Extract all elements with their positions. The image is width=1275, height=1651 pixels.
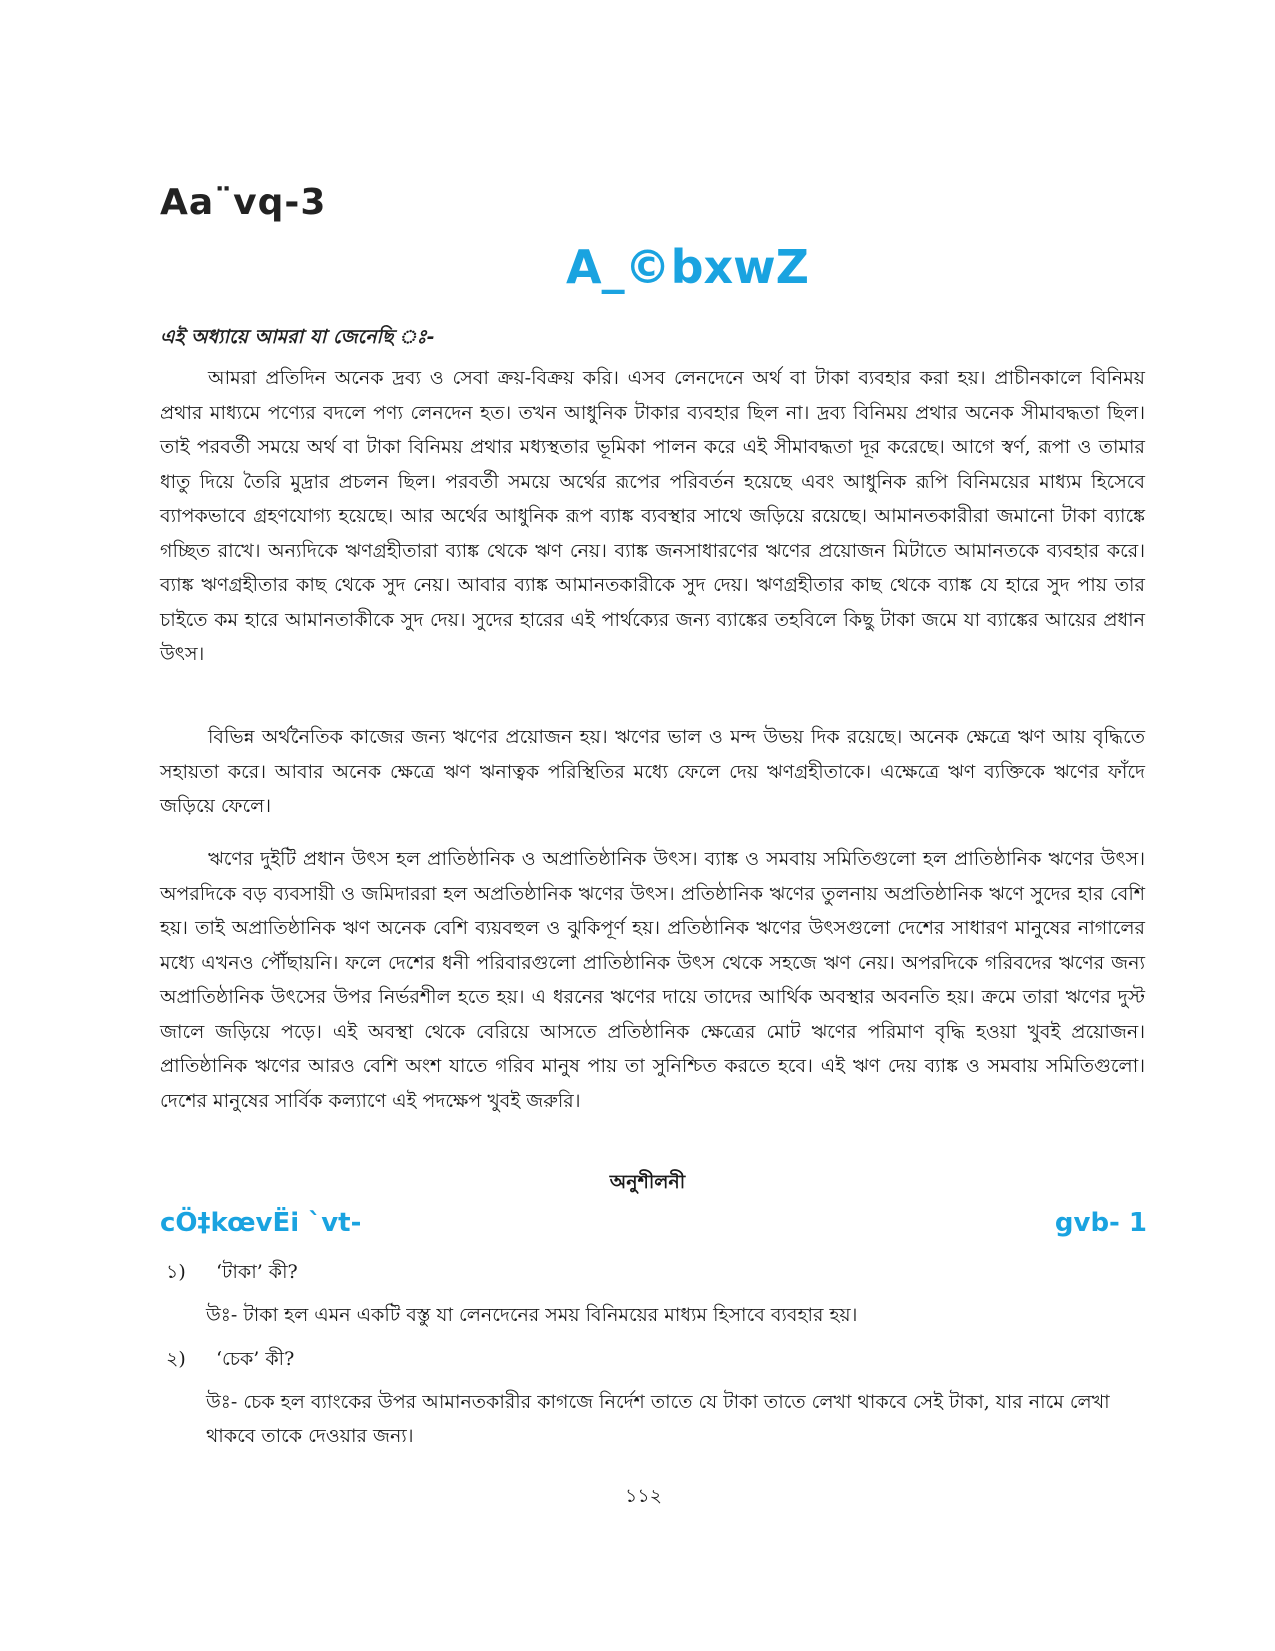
question-1 [166, 1255, 298, 1289]
paragraph-credit-sources: ঋণের দুইটি প্রধান উৎস হল প্রাতিষ্ঠানিক ও অপ্রাতিষ্ঠানিক উৎস। ব্যাঙ্ক ও সমবায় সমিতিগুলো হল প্রাতিষ্ঠানিক ঋণের উৎস। অপরদিকে বড় ব্যবসায়ী ও জমিদাররা হল অপ্রতিষ্ঠানিক ঋণের উৎস। প্রতিষ্ঠানিক ঋণের তুলনায় অপ্রতিষ্ঠানিক ঋণে সুদের হার বেশি হয়। তাই অপ্রাতিষ্ঠানিক ঋণ অনেক বেশি ব্যয়বহুল ও ঝুকিপূর্ণ হয়। প্রতিষ্ঠানিক ঋণের উৎসগুলো দেশের সাধারণ মানুষের নাগালের মধ্যে এখনও পৌঁছায়নি। ফলে দেশের ধনী পরিবারগুলো প্রাতিষ্ঠানিক উৎস থেকে সহজে ঋণ নেয়। অপরদিকে গরিবদের ঋণের জন্য অপ্রাতিষ্ঠানিক উৎসের উপর নির্ভরশীল হতে হয়। এ ধরনের ঋণের দায়ে তাদের আর্থিক অবস্থার অবনতি হয়। ক্রমে তারা ঋণের দুস্ট জালে জড়িয়ে পড়ে। এই অবস্থা থেকে বেরিয়ে আসতে প্রতিষ্ঠানিক ক্ষেত্রের মোট ঋণের পরিমাণ বৃদ্ধি হওয়া খুবই প্রয়োজন। প্রাতিষ্ঠানিক ঋণের আরও বেশি অংশ যাতে গরিব মানুষ পায় তা সুনিশ্চিত করতে হবে। এই ঋণ দেয় ব্যাঙ্ক ও সমবায় সমিতিগুলো। দেশের মানুষের সার্বিক কল্যাণে এই পদক্ষেপ খুবই জরুরি। [160, 848, 1145, 1112]
paragraph-money-banking: আমরা প্রতিদিন অনেক দ্রব্য ও সেবা ক্রয়-বিক্রয় করি। এসব লেনদেনে অর্থ বা টাকা ব্যবহার করা হয়। প্রাচীনকালে বিনিময় প্রথার মাধ্যমে পণ্যের বদলে পণ্য লেনদেন হত। তখন আধুনিক টাকার ব্যবহার ছিল না। দ্রব্য বিনিময় প্রথার অনেক সীমাবদ্ধতা ছিল। তাই পরবর্তী সময়ে অর্থ বা টাকা বিনিময় প্রথার মধ্যস্থতার ভূমিকা পালন করে এই সীমাবদ্ধতা দূর করেছে। আগে স্বর্ণ, রূপা ও তামার ধাতু দিয়ে তৈরি মুদ্রার প্রচলন ছিল। পরবর্তী সময়ে অর্থের রূপের পরিবর্তন হয়েছে এবং আধুনিক রূপি বিনিময়ের মাধ্যম হিসেবে ব্যাপকভাবে গ্রহণযোগ্য হয়েছে। আর অর্থের আধুনিক রূপ ব্যাঙ্ক ব্যবস্থার সাথে জড়িয়ে রয়েছে। আমানতকারীরা জমানো টাকা ব্যাঙ্কে গচ্ছিত রাখে। অন্যদিকে ঋণগ্রহীতারা ব্যাঙ্ক থেকে ঋণ নেয়। ব্যাঙ্ক জনসাধারণের ঋণের প্রয়োজন মিটাতে আমানতকে ব্যবহার করে। ব্যাঙ্ক ঋণগ্রহীতার কাছ থেকে সুদ নেয়। আবার ব্যাঙ্ক আমানতকারীকে সুদ দেয়। ঋণগ্রহীতার কাছ থেকে ব্যাঙ্ক যে হারে সুদ পায় তার চাইতে কম হারে আমানতাকীকে সুদ দেয়। সুদের হারের এই পার্থক্যের জন্য ব্যাঙ্কের তহবিলে কিছু টাকা জমে যা ব্যাঙ্কের আয়ের প্রধান উৎস। [160, 367, 1145, 665]
question-number: ২) [166, 1348, 186, 1370]
paragraph-credit-need: বিভিন্ন অর্থনৈতিক কাজের জন্য ঋণের প্রয়োজন হয়। ঋণের ভাল ও মন্দ উভয় দিক রয়েছে। অনেক ক্ষেত্রে ঋণ আয় বৃদ্ধিতে সহায়তা করে। আবার অনেক ক্ষেত্রে ঋণ ঋনাত্বক পরিস্থিতির মধ্যে ফেলে দেয় ঋণগ্রহীতাকে। এক্ষেত্রে ঋণ ব্যক্তিকে ঋণের ফাঁদে জড়িয়ে ফেলে। [160, 726, 1145, 817]
chapter-title: A_©bxwZ [565, 240, 810, 294]
page-number: ১১২ [624, 1485, 662, 1507]
question-text: ‘চেক’ কী? [216, 1348, 295, 1370]
section-intro-heading: এই অধ্যায়ে আমরা যা জেনেছি ঃ- [160, 326, 435, 348]
chapter-label: Aa¨vq-3 [160, 182, 327, 223]
exercise-heading: অনুশীলনী [609, 1171, 686, 1193]
question-answer-label: cÖ‡kœvËi `vt- [160, 1208, 362, 1238]
question-2 [166, 1342, 294, 1376]
question-text: ‘টাকা’ কী? [216, 1261, 298, 1283]
answer-1: উঃ- টাকা হল এমন একটি বস্তু যা লেনদেনের সময় বিনিময়ের মাধ্যম হিসাবে ব্যবহার হয়। [206, 1304, 858, 1326]
question-number: ১) [166, 1261, 186, 1283]
marks-label: gvb- 1 [1054, 1208, 1147, 1238]
answer-2: উঃ- চেক হল ব্যাংকের উপর আমানতকারীর কাগজে নির্দেশ তাতে যে টাকা তাতে লেখা থাকবে সেই টাকা, যার নামে লেখা থাকবে তাকে দেওয়ার জন্য। [206, 1391, 1110, 1447]
